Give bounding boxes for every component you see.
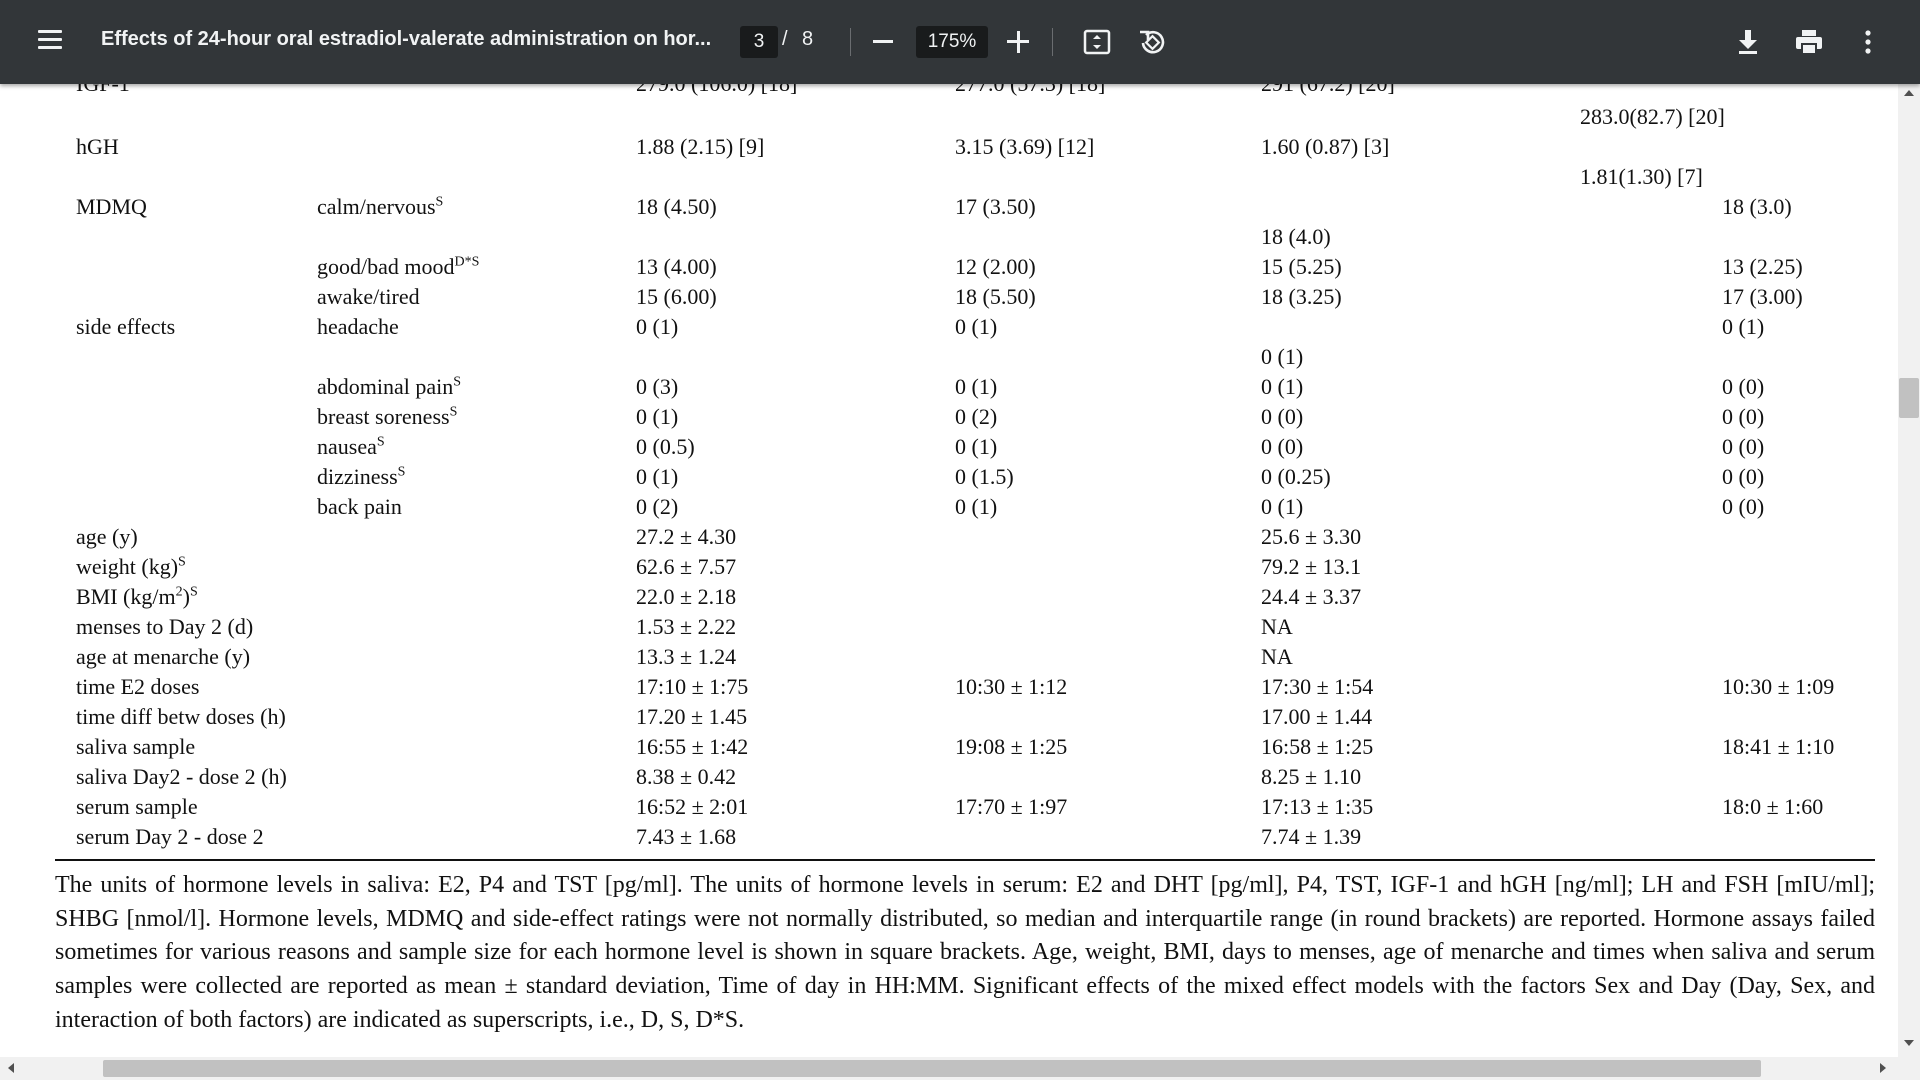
row-label: MDMQ [76, 194, 147, 219]
table-cell: 283.0(82.7) [20] [1580, 104, 1725, 129]
more-options-icon[interactable] [1864, 30, 1872, 54]
table-cell: 1.81(1.30) [7] [1580, 164, 1703, 189]
table-cell: 0 (1) [1261, 374, 1304, 399]
table-cell: 0 (0) [1261, 434, 1304, 459]
row-label: weight (kg)$^S$ [76, 554, 186, 579]
row-label: saliva sample [76, 734, 196, 759]
table-cell: 24.4 ± 3.37 [1261, 584, 1362, 609]
table-cell: 0 (0) [1261, 404, 1304, 429]
table-cell: 0 (2) [636, 494, 679, 519]
row-label: menses to Day 2 (d) [76, 614, 254, 639]
table-cell: 16:55 ± 1:42 [636, 734, 749, 759]
row-label: saliva Day2 - dose 2 (h) [76, 764, 287, 789]
table-cell: 18 (4.50) [636, 194, 717, 219]
page-separator: / [782, 28, 788, 50]
table-cell: 17:13 ± 1:35 [1261, 794, 1374, 819]
vertical-scrollbar-thumb[interactable] [1899, 378, 1919, 418]
row-sublabel: awake/tired [317, 284, 420, 309]
table-cell: 3.15 (3.69) [12] [955, 134, 1095, 159]
table-footnote: The units of hormone levels in saliva: E2, P4 and TST [pg/ml]. The units of hormone levels in serum: E2 and DHT [pg/ml], P4, TST, IGF-1 and hGH [ng/ml]; LH and FSH [mIU/ml]; SHBG [nmol/l]. Hormone levels, MDMQ and side-effect ratings were not normally distributed, so median and interquartile range (in round brackets) are reported. Hormone assays failed sometimes for various reasons and sample size for each hormone level is shown in square brackets. Age, weight, BMI, days to menses, age of menarche and times when saliva and serum samples were collected are reported as mean ± standard deviation, Time of day in HH:MM. Significant effects of the mixed effect models with the factors Sex and Day (Day, Sex, and interaction of both factors) are indicated as superscripts, i.e., D, S, D*S. [55, 872, 1875, 1033]
table-cell: NA [1261, 644, 1293, 669]
table-cell: 18 (3.0) [1722, 194, 1792, 219]
table-cell: 27.2 ± 4.30 [636, 524, 737, 549]
document-title: Effects of 24-hour oral estradiol-valerate administration on hor... [101, 28, 712, 50]
row-label: serum sample [76, 794, 198, 819]
scroll-left-arrow-icon[interactable] [8, 1063, 14, 1073]
table-cell: 0 (1) [1261, 494, 1304, 519]
table-cell: 0 (0) [1722, 494, 1765, 519]
row-label: age (y) [76, 524, 138, 549]
row-sublabel: headache [317, 314, 399, 339]
zoom-level-input[interactable]: 175% [916, 26, 988, 58]
table-cell: 62.6 ± 7.57 [636, 554, 737, 579]
table-cell: 0 (2) [955, 404, 998, 429]
row-label: serum Day 2 - dose 2 [76, 824, 264, 849]
row-sublabel: dizziness$^S$ [317, 464, 406, 489]
table-cell: 0 (0.25) [1261, 464, 1331, 489]
scroll-up-arrow-icon[interactable] [1904, 90, 1914, 96]
table-cell: 17.20 ± 1.45 [636, 704, 748, 729]
table-bottom-rule [55, 859, 1875, 861]
vertical-scrollbar[interactable] [1898, 84, 1920, 1057]
table-cell: 0 (1.5) [955, 464, 1014, 489]
table-cell: 0 (0) [1722, 464, 1765, 489]
row-label: side effects [76, 314, 176, 339]
table-cell: 0 (1) [1261, 344, 1304, 369]
table-cell: 16:52 ± 2:01 [636, 794, 749, 819]
table-cell: 8.25 ± 1.10 [1261, 764, 1362, 789]
table-cell: 13 (2.25) [1722, 254, 1803, 279]
table-cell: 15 (6.00) [636, 284, 717, 309]
table-cell: 0 (0) [1722, 404, 1765, 429]
print-icon[interactable] [1795, 29, 1823, 55]
table-cell: 7.74 ± 1.39 [1261, 824, 1362, 849]
table-cell: 0 (1) [955, 314, 998, 339]
table-cell: 17.00 ± 1.44 [1261, 704, 1373, 729]
table-cell: 0 (3) [636, 374, 679, 399]
toolbar-divider [1052, 28, 1053, 56]
table-cell: 0 (0) [1722, 374, 1765, 399]
table-cell: 22.0 ± 2.18 [636, 584, 737, 609]
page-total: 8 [802, 28, 814, 50]
download-icon[interactable] [1736, 28, 1760, 56]
table-cell: 0 (1) [955, 494, 998, 519]
table-cell: 0 (1) [1722, 314, 1765, 339]
table-cell: 18:41 ± 1:10 [1722, 734, 1835, 759]
row-sublabel: abdominal pain$^S$ [317, 374, 462, 399]
table-cell: 18 (5.50) [955, 284, 1036, 309]
table-cell: 1.53 ± 2.22 [636, 614, 737, 639]
table-cell: 12 (2.00) [955, 254, 1036, 279]
table-cell: 17:70 ± 1:97 [955, 794, 1068, 819]
table-cell: 18 (3.25) [1261, 284, 1342, 309]
table-cell: 0 (0) [1722, 434, 1765, 459]
table-cell: 17:10 ± 1:75 [636, 674, 749, 699]
table-cell: 0 (1) [955, 434, 998, 459]
fit-to-page-icon[interactable] [1083, 28, 1111, 56]
row-label: BMI $(kg/m^2)^S$ [76, 584, 198, 609]
toolbar-divider [850, 28, 851, 56]
table-cell: 7.43 ± 1.68 [636, 824, 737, 849]
row-label: hGH [76, 134, 119, 159]
pdf-toolbar [0, 0, 1920, 84]
table-cell: 13 (4.00) [636, 254, 717, 279]
table-cell: 1.60 (0.87) [3] [1261, 134, 1390, 159]
table-cell: 10:30 ± 1:12 [955, 674, 1068, 699]
row-label: time E2 doses [76, 674, 200, 699]
pdf-page [0, 84, 1898, 1057]
table-cell: 17:30 ± 1:54 [1261, 674, 1374, 699]
table-cell: 25.6 ± 3.30 [1261, 524, 1362, 549]
table-cell: 0 (1) [636, 314, 679, 339]
table-cell: 0 (1) [636, 404, 679, 429]
table-cell: 0 (0.5) [636, 434, 695, 459]
table-cell: 17 (3.50) [955, 194, 1036, 219]
table-cell: 16:58 ± 1:25 [1261, 734, 1374, 759]
row-sublabel: good/bad mood$^{D*S}$ [317, 254, 480, 279]
scroll-right-arrow-icon[interactable] [1880, 1063, 1886, 1073]
table-cell: 0 (1) [636, 464, 679, 489]
row-sublabel: breast soreness$^S$ [317, 404, 458, 429]
page-number-input[interactable]: 3 [740, 26, 778, 58]
scroll-down-arrow-icon[interactable] [1904, 1040, 1914, 1046]
menu-icon[interactable] [38, 30, 62, 50]
rotate-icon[interactable] [1137, 27, 1167, 57]
table-cell: 8.38 ± 0.42 [636, 764, 737, 789]
row-label: age at menarche (y) [76, 644, 251, 669]
table-cell: 10:30 ± 1:09 [1722, 674, 1835, 699]
table-cell: 19:08 ± 1:25 [955, 734, 1068, 759]
table-cell: 15 (5.25) [1261, 254, 1342, 279]
table-cell: 1.88 (2.15) [9] [636, 134, 765, 159]
table-cell: 13.3 ± 1.24 [636, 644, 737, 669]
table-cell: 18:0 ± 1:60 [1722, 794, 1824, 819]
zoom-in-icon[interactable] [1007, 31, 1029, 53]
zoom-out-icon[interactable] [873, 40, 893, 43]
row-sublabel: back pain [317, 494, 402, 519]
table-cell: NA [1261, 614, 1293, 639]
row-label: time diff betw doses (h) [76, 704, 286, 729]
row-sublabel: nausea$^S$ [317, 434, 385, 459]
table-cell: 17 (3.00) [1722, 284, 1803, 309]
table-cell: 79.2 ± 13.1 [1261, 554, 1362, 579]
table-cell: 0 (1) [955, 374, 998, 399]
row-sublabel: calm/nervous$^S$ [317, 194, 444, 219]
table-cell: 18 (4.0) [1261, 224, 1331, 249]
horizontal-scrollbar-thumb[interactable] [103, 1060, 1761, 1077]
